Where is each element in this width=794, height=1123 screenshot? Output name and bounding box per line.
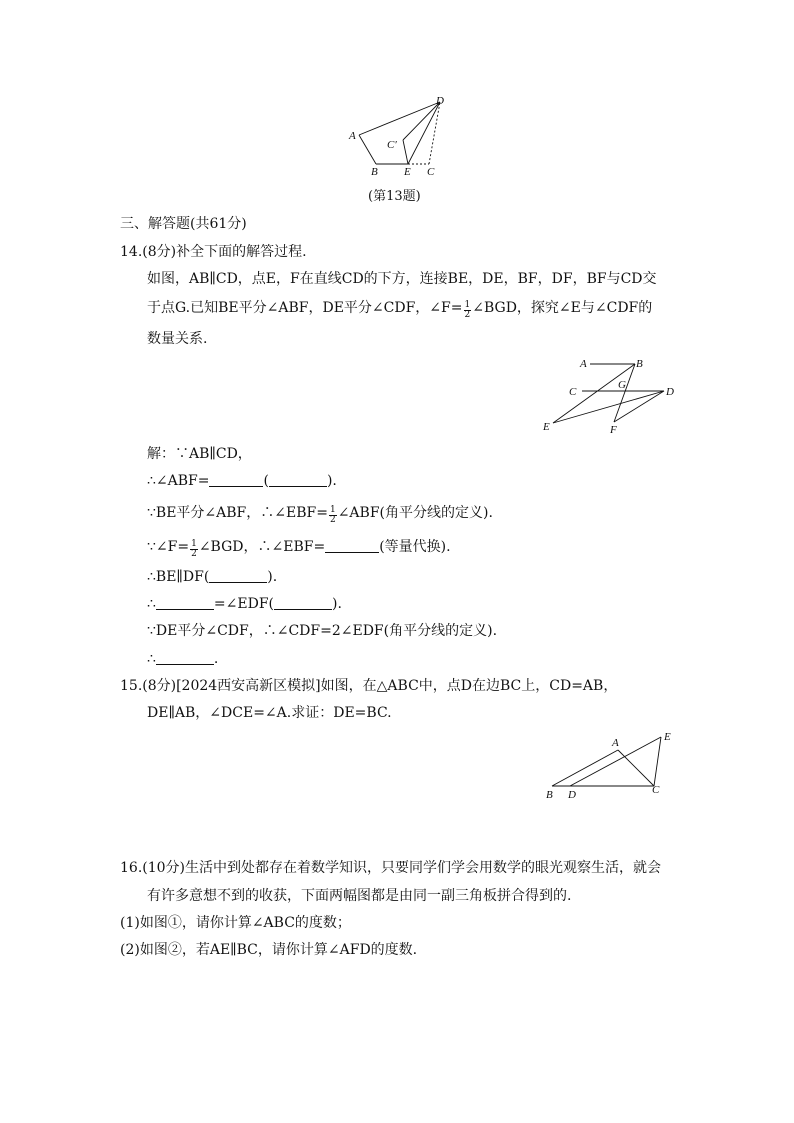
q15-line2: DE∥AB，∠DCE=∠A.求证：DE=BC. (147, 705, 392, 721)
fig13-caption: (第13题) (368, 189, 421, 204)
figure-15 (540, 730, 690, 805)
q14-line2-end: ∠BGD，探究∠E与∠CDF的 (472, 300, 653, 316)
q14-sol-line1: 解：∵AB∥CD， (147, 446, 252, 462)
q14-line2 (147, 299, 652, 320)
q14-sol-line3 (147, 504, 493, 525)
figure-14 (540, 352, 690, 442)
answer-blank[interactable] (156, 595, 214, 610)
reason-blank[interactable] (209, 568, 267, 583)
section-title: 三、解答题(共61分) (120, 216, 247, 232)
q14-sol2-start: ∴∠ABF= (147, 473, 210, 489)
answer-blank[interactable] (156, 650, 214, 665)
q14-header (120, 243, 307, 261)
reason-blank[interactable] (269, 472, 327, 487)
q14-sol4-fraction (190, 540, 198, 559)
fig13-label-B: B (371, 166, 378, 178)
q14-sol-line2 (147, 472, 337, 490)
q15-line1-text: (8分)[2024西安高新区模拟]如图，在△ABC中，点D在边BC上，CD=AB， (142, 678, 618, 694)
q15-line1 (120, 677, 617, 695)
reason-blank[interactable] (274, 595, 332, 610)
q14-number: 14. (120, 244, 143, 260)
q14-sol8-end: . (213, 651, 219, 667)
fig15-label-E: E (664, 731, 671, 743)
q14-sol6-end: ). (332, 596, 342, 612)
q14-sol5-start: ∴BE∥DF( (147, 569, 210, 585)
q16-line2: 有许多意想不到的收获，下面两幅图都是由同一副三角板拼合得到的. (147, 888, 572, 904)
q14-sol3-fraction (329, 506, 337, 525)
fig14-label-C: C (569, 386, 577, 398)
q15-number: 15. (120, 678, 143, 694)
fig13-segment-EC1 (403, 140, 408, 164)
q14-sol6-mid: =∠EDF( (213, 596, 275, 612)
fig15-label-A: A (612, 737, 619, 749)
fig13-segment-AD (359, 102, 440, 135)
fig15-segment-BA (552, 750, 618, 786)
q14-frac-num: 1 (464, 300, 471, 310)
fig15-label-D: D (568, 789, 576, 801)
q14-sol4-frac-den: 2 (191, 549, 197, 559)
fig15-label-C: C (652, 784, 660, 796)
figure-13 (340, 95, 460, 185)
q14-header-text: (8分)补全下面的解答过程. (142, 244, 307, 260)
fig14-segment-DF (614, 391, 664, 422)
fig13-label-C: C (427, 166, 435, 178)
q14-frac-den: 2 (464, 310, 471, 320)
fig14-label-A: A (580, 358, 587, 370)
fig14-label-E: E (543, 421, 550, 433)
q16-line1 (120, 859, 661, 877)
q14-sol4-mid: ∠BGD，∴∠EBF= (198, 539, 326, 555)
q14-sol4-frac-num: 1 (191, 539, 197, 549)
fig14-label-D: D (666, 386, 674, 398)
q14-sol3-end: ∠ABF(角平分线的定义). (337, 505, 493, 521)
q14-sol-line7: ∵DE平分∠CDF，∴∠CDF=2∠EDF(角平分线的定义). (147, 623, 498, 639)
fig15-segment-AC (618, 750, 654, 786)
q14-sol-line4 (147, 538, 451, 559)
q14-sol2-paren-open: ( (263, 473, 269, 489)
q14-sol6-start: ∴ (147, 596, 156, 612)
answer-blank[interactable] (209, 472, 263, 487)
fig14-segment-BE (553, 364, 635, 423)
fig14-label-B: B (636, 358, 643, 370)
fig13-label-E: E (404, 166, 411, 178)
q14-sol3-frac-den: 2 (329, 515, 336, 525)
q16-item1: (1)如图①，请你计算∠ABC的度数； (120, 915, 351, 931)
fig13-label-D: D (436, 95, 444, 107)
q16-number: 16. (120, 860, 143, 876)
q14-fraction (464, 301, 472, 320)
fig15-label-B: B (546, 789, 553, 801)
q14-sol8-start: ∴ (147, 651, 156, 667)
q14-sol-line8 (147, 650, 218, 668)
fig13-label-A: A (349, 130, 356, 142)
fig14-label-F: F (610, 424, 617, 436)
q14-line3: 数量关系. (147, 331, 208, 347)
fig14-label-G: G (618, 379, 626, 391)
q14-line1: 如图，AB∥CD，点E，F在直线CD的下方，连接BE，DE，BF，DF，BF与CD交 (147, 271, 657, 287)
q14-sol3-start: ∵BE平分∠ABF，∴∠EBF= (147, 505, 328, 521)
answer-blank[interactable] (325, 538, 379, 553)
q14-sol2-paren-close: ). (326, 473, 337, 489)
q14-sol4-start: ∵∠F= (147, 539, 190, 555)
q14-sol-line5 (147, 568, 277, 586)
q14-line2-start: 于点G.已知BE平分∠ABF，DE平分∠CDF，∠F= (147, 300, 463, 316)
q14-sol-line6 (147, 595, 342, 613)
fig13-segment-DE (408, 102, 440, 164)
q16-item2: (2)如图②，若AE∥BC，请你计算∠AFD的度数. (120, 942, 418, 958)
q16-line1-text: (10分)生活中到处都存在着数学知识，只要同学们学会用数学的眼光观察生活，就会 (142, 860, 662, 876)
q14-sol5-end: ). (267, 569, 278, 585)
fig14-segment-BF (614, 364, 635, 422)
fig15-segment-EC (654, 737, 661, 786)
fig13-segment-AB (359, 135, 376, 164)
q14-sol4-end: (等量代换). (379, 539, 451, 555)
fig13-label-C1: C′ (387, 139, 397, 151)
q14-sol3-frac-num: 1 (329, 505, 336, 515)
fig13-segment-C1D (403, 102, 440, 140)
